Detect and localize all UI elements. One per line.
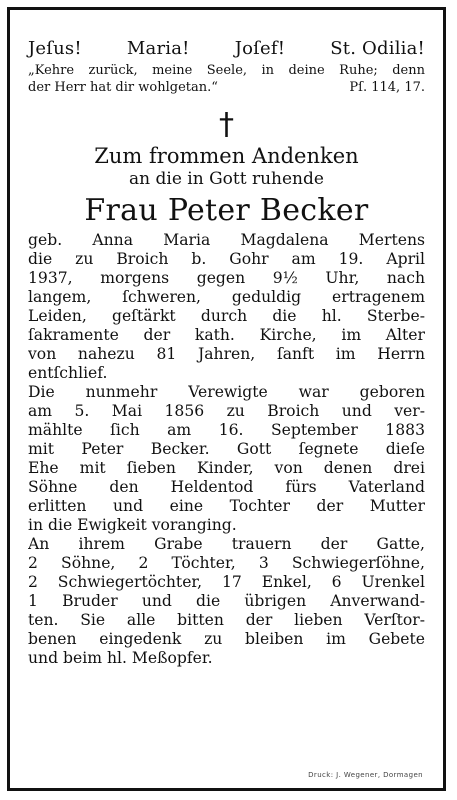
obituary-line: die zu Broich b. Gohr am 19. April [28, 250, 425, 268]
obituary-line: Söhne den Heldentod fürs Vaterland [28, 478, 425, 496]
obituary-line: geb. Anna Maria Magdalena Mertens [28, 231, 425, 249]
obituary-text [28, 231, 425, 668]
printer-imprint: Druck: J. Wegener, Dormagen [308, 771, 423, 779]
verse-line-1: „Kehre zurück, meine Seele, in deine Ruhe; denn [28, 63, 425, 78]
obituary-line: An ihrem Grabe trauern der Gatte, [28, 535, 425, 553]
obituary-line: ten. Sie alle bitten der lieben Verſtor- [28, 611, 425, 629]
obituary-line: Leiden, geſtärkt durch die hl. Sterbe- [28, 307, 425, 325]
obituary-line: ſakramente der kath. Kirche, im Alter [28, 326, 425, 344]
obituary-line: 2 Schwiegertöchter, 17 Enkel, 6 Urenkel [28, 573, 425, 591]
invocation-jesus: Jeſus! [28, 38, 82, 59]
obituary-line: von nahezu 81 Jahren, ſanft im Herrn [28, 345, 425, 363]
verse-text: der Herr hat dir wohlgetan.“ [28, 80, 218, 95]
deceased-name: Frau Peter Becker [84, 193, 369, 228]
obituary-line: benen eingedenk zu bleiben im Gebete [28, 630, 425, 648]
card-content [28, 38, 425, 668]
obituary-line: mit Peter Becker. Gott ſegnete dieſe [28, 440, 425, 458]
obituary-line: am 5. Mai 1856 zu Broich und ver- [28, 402, 425, 420]
obituary-line: entſchlief. [28, 364, 108, 382]
invocation-odilia: St. Odilia! [330, 38, 425, 59]
obituary-line: 2 Söhne, 2 Töchter, 3 Schwiegerſöhne, [28, 554, 425, 572]
obituary-line: 1 Bruder und die übrigen Anverwand- [28, 592, 425, 610]
invocation-maria: Maria! [126, 38, 190, 59]
cross-icon: † [219, 107, 234, 142]
obituary-line: langem, ſchweren, geduldig ertragenem [28, 288, 425, 306]
memorial-card [7, 7, 446, 791]
obituary-line: in die Ewigkeit voranging. [28, 516, 237, 534]
heading-line-1: Zum frommen Andenken [94, 144, 359, 168]
obituary-line: 1937, morgens gegen 9½ Uhr, nach [28, 269, 425, 287]
verse-line-2 [28, 79, 425, 96]
obituary-line: Ehe mit ſieben Kinder, von denen drei [28, 459, 425, 477]
obituary-line: und beim hl. Meßopfer. [28, 649, 213, 667]
verse-reference: Pſ. 114, 17. [349, 80, 425, 95]
invocation-josef: Joſef! [234, 38, 286, 59]
obituary-line: mählte ſich am 16. September 1883 [28, 421, 425, 439]
heading-line-2: an die in Gott ruhende [129, 169, 324, 189]
obituary-line: erlitten und eine Tochter der Mutter [28, 497, 425, 515]
invocation-line [28, 38, 425, 60]
obituary-line: Die nunmehr Verewigte war geboren [28, 383, 425, 401]
